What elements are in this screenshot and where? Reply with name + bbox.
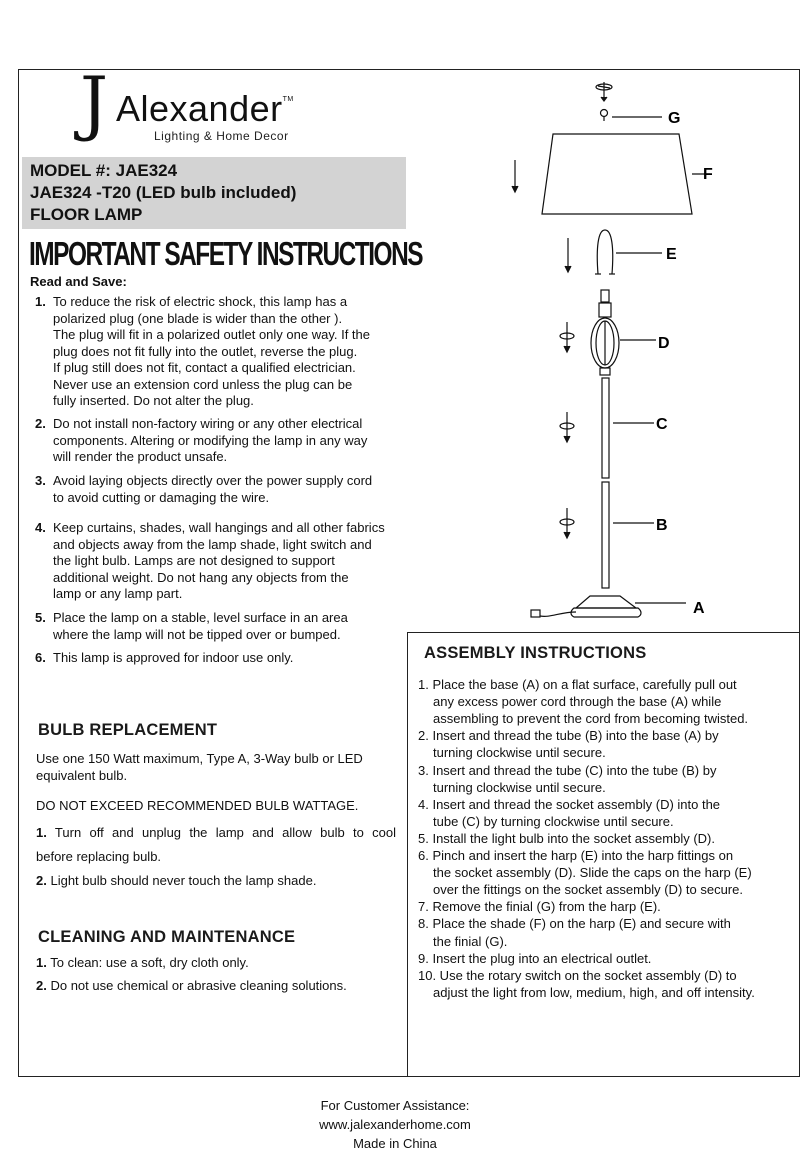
logo-word — [116, 88, 294, 130]
bulb-item-1 — [36, 825, 396, 842]
column-divider — [407, 632, 408, 1077]
trademark: TM — [282, 96, 294, 103]
assembly-step: 4. Insert and thread the socket assembly (D) into the — [418, 796, 721, 812]
safety-item-line: The plug will fit in a polarized outlet only one way. If the — [53, 327, 370, 342]
cleaning-title: CLEANING AND MAINTENANCE — [38, 928, 296, 946]
safety-item-line: To reduce the risk of electric shock, this lamp has a — [53, 294, 348, 309]
assembly-step: 6. Pinch and insert the harp (E) into the harp fittings on — [418, 848, 734, 863]
logo-tagline: Lighting & Home Decor — [154, 129, 289, 143]
label-c: C — [656, 416, 668, 433]
safety-item-line: fully inserted. Do not alter the plug. — [53, 393, 254, 408]
assembly-step-cont: turning clockwise until secure. — [433, 779, 606, 795]
assembly-step: 10. Use the rotary switch on the socket assembly (D) to — [418, 967, 737, 983]
cleaning-item-2-text: Do not use chemical or abrasive cleaning solutions. — [50, 978, 347, 993]
bulb-warning: DO NOT EXCEED RECOMMENDED BULB WATTAGE. — [36, 798, 359, 813]
label-e: E — [666, 246, 677, 263]
safety-item-line: additional weight. Do not hang any objects from the — [53, 569, 349, 585]
safety-item-line: polarized plug (one blade is wider than the other ). — [53, 310, 343, 326]
safety-item-line: and objects away from the lamp shade, light switch and — [53, 536, 372, 552]
safety-item-line: plug does not fit fully into the outlet, reverse the plug. — [53, 343, 358, 359]
bulb-intro-1: Use one 150 Watt maximum, Type A, 3-Way bulb or LED — [36, 751, 363, 766]
assembly-step-cont: tube (C) by turning clockwise until secure. — [433, 813, 674, 829]
tube-b-icon — [602, 482, 609, 588]
assembly-step-cont: the finial (G). — [433, 933, 508, 949]
assembly-step-cont: adjust the light from low, medium, high, and off intensity. — [433, 984, 755, 1000]
plug-icon — [531, 610, 540, 617]
safety-item-line: Place the lamp on a stable, level surface in an area — [53, 610, 348, 625]
safety-item-line: where the lamp will not be tipped over or bumped. — [53, 626, 341, 642]
safety-item-line: This lamp is approved for indoor use only. — [53, 650, 294, 665]
cleaning-item-1-number: 1. — [36, 955, 47, 970]
assembly-step-cont: the socket assembly (D). Slide the caps on the harp (E) — [433, 865, 752, 881]
bulb-item-1-cont: before replacing bulb. — [36, 849, 162, 864]
model-variant: JAE324 -T20 (LED bulb included) — [30, 183, 297, 202]
label-g: G — [668, 110, 681, 127]
bulb-intro-2: equivalent bulb. — [36, 768, 128, 783]
safety-item-line: Avoid laying objects directly over the power supply cord — [53, 473, 373, 488]
safety-item-number: 4. — [35, 520, 46, 535]
safety-title: IMPORTANT SAFETY INSTRUCTIONS — [29, 235, 423, 272]
assembly-step: 5. Install the light bulb into the socket assembly (D). — [418, 830, 715, 846]
logo-word-text: Alexander — [116, 88, 283, 129]
section-divider — [407, 632, 800, 633]
safety-item-number: 5. — [35, 610, 46, 625]
assembly-step: 1. Place the base (A) on a flat surface, carefully pull out — [418, 677, 737, 692]
safety-subtitle: Read and Save: — [30, 274, 127, 289]
model-box — [22, 157, 406, 229]
safety-item-line: Keep curtains, shades, wall hangings and all other fabrics — [53, 520, 385, 535]
bulb-item-1-line-1: Turn off and unplug the lamp and allow bulb to cool — [54, 825, 396, 840]
label-f: F — [703, 166, 713, 183]
logo-letter: J — [80, 62, 109, 144]
safety-item-line: Do not install non-factory wiring or any other electrical — [53, 416, 363, 431]
assembly-title: ASSEMBLY INSTRUCTIONS — [424, 644, 647, 662]
assembly-step: 8. Place the shade (F) on the harp (E) and secure with — [418, 916, 731, 932]
harp-icon — [597, 230, 612, 274]
safety-item-line: components. Altering or modifying the lamp in any way — [53, 432, 368, 448]
finial-icon — [601, 110, 608, 117]
assembly-step: 7. Remove the finial (G) from the harp (E). — [418, 899, 661, 915]
safety-item-line: the light bulb. Lamps are not designed to support — [53, 553, 335, 568]
model-number: MODEL #: JAE324 — [30, 161, 178, 180]
bulb-item-2-text: Light bulb should never touch the lamp shade. — [50, 873, 317, 888]
bulb-item-1-number: 1. — [36, 825, 47, 840]
safety-item-number: 6. — [35, 650, 46, 665]
footer-origin: Made in China — [353, 1136, 437, 1151]
assembly-step: 3. Insert and thread the tube (C) into the tube (B) by — [418, 762, 717, 778]
safety-item-number: 2. — [35, 416, 46, 431]
assembly-step-cont: any excess power cord through the base (A) while — [433, 694, 722, 710]
cleaning-item-1 — [36, 955, 249, 972]
tube-c-icon — [602, 378, 609, 478]
safety-item-number: 1. — [35, 294, 46, 309]
label-b: B — [656, 517, 668, 534]
safety-item-number: 3. — [35, 473, 46, 488]
assembly-step: 2. Insert and thread the tube (B) into the base (A) by — [418, 728, 719, 744]
label-d: D — [658, 335, 670, 352]
bulb-item-2-number: 2. — [36, 873, 47, 888]
arrow-head-icon — [601, 97, 607, 101]
lamp-diagram — [420, 78, 800, 628]
label-a: A — [693, 600, 705, 617]
safety-item-line: will render the product unsafe. — [53, 449, 228, 464]
shade-icon — [542, 134, 692, 214]
footer-website[interactable]: www.jalexanderhome.com — [319, 1117, 471, 1132]
cleaning-item-2-number: 2. — [36, 978, 47, 993]
bulb-title: BULB REPLACEMENT — [38, 721, 218, 739]
footer — [280, 1096, 510, 1153]
safety-item-line: Never use an extension cord unless the plug can be — [53, 376, 353, 392]
bulb-item-2 — [36, 873, 316, 890]
cleaning-item-1-text: To clean: use a soft, dry cloth only. — [50, 955, 249, 970]
safety-item-line: lamp or any lamp part. — [53, 586, 183, 601]
footer-assistance: For Customer Assistance: — [320, 1098, 470, 1113]
assembly-step-cont: over the fittings on the socket assembly (D) to secure. — [433, 882, 743, 898]
base-icon — [576, 596, 636, 608]
safety-item-line: to avoid cutting or damaging the wire. — [53, 489, 270, 505]
jalexander-logo — [78, 62, 378, 146]
assembly-step-cont: assembling to prevent the cord from becoming twisted. — [433, 711, 749, 727]
cleaning-item-2 — [36, 978, 347, 995]
product-type: FLOOR LAMP — [30, 205, 143, 224]
assembly-step: 9. Insert the plug into an electrical outlet. — [418, 950, 652, 966]
safety-item-line: If plug still does not fit, contact a qualified electrician. — [53, 360, 356, 375]
assembly-step-cont: turning clockwise until secure. — [433, 745, 606, 761]
